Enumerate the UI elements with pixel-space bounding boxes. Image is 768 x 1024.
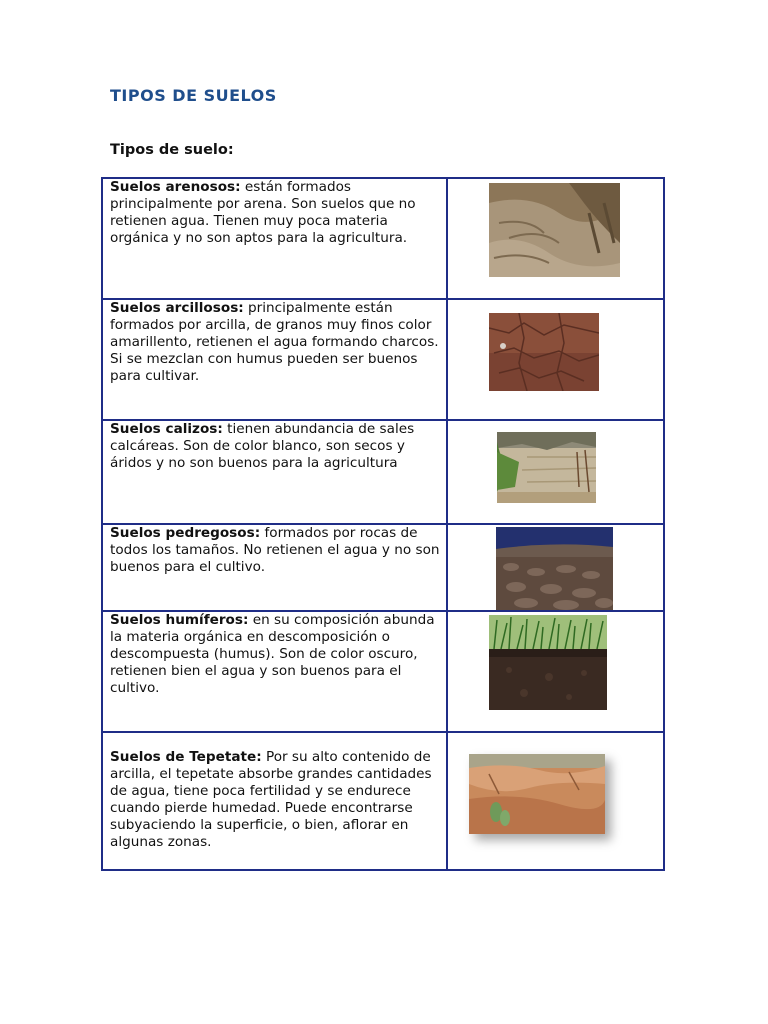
row-description	[103, 179, 446, 247]
soil-types-table	[101, 177, 665, 871]
soil-text: están formados principalmente por arena. Son suelos que no retienen agua. Tienen muy poca materia orgánica y no son aptos para la agricultura.	[110, 179, 416, 246]
soil-term: Suelos calizos:	[110, 421, 223, 437]
table-row	[102, 732, 664, 870]
table-row	[102, 611, 664, 732]
page-title: TIPOS DE SUELOS	[110, 86, 277, 105]
clay-soil-photo	[489, 313, 599, 391]
row-description	[103, 300, 446, 385]
table-row	[102, 420, 664, 524]
soil-term: Suelos arenosos:	[110, 179, 241, 195]
table-row	[102, 524, 664, 611]
soil-text: en su composición abunda la materia orgánica en descomposición o descompuesta (humus). Son de color oscuro, retienen bien el agua y son buenos para el cultivo.	[110, 612, 435, 696]
stony-soil-photo	[496, 527, 613, 610]
section-subtitle: Tipos de suelo:	[110, 142, 234, 158]
row-description	[103, 612, 446, 697]
table-row	[102, 299, 664, 420]
row-description	[103, 421, 446, 472]
soil-term: Suelos pedregosos:	[110, 525, 261, 541]
sandy-soil-photo	[489, 183, 620, 277]
humus-soil-photo	[489, 615, 607, 710]
limestone-soil-photo	[497, 432, 596, 503]
soil-term: Suelos humíferos:	[110, 612, 249, 628]
soil-text: Por su alto contenido de arcilla, el tepetate absorbe grandes cantidades de agua, tiene poca fertilidad y se endurece cuando pierde humedad. Puede encontrarse subyaciendo la superficie, o bien, aflorar en algunas zonas.	[110, 749, 432, 850]
row-description	[103, 733, 446, 851]
table-row	[102, 178, 664, 299]
soil-term: Suelos de Tepetate:	[110, 749, 262, 765]
soil-text: formados por rocas de todos los tamaños. No retienen el agua y no son buenos para el cultivo.	[110, 525, 440, 575]
tepetate-soil-photo	[469, 754, 605, 834]
soil-text: tienen abundancia de sales calcáreas. Son de color blanco, son secos y áridos y no son buenos para la agricultura	[110, 421, 415, 471]
soil-text: principalmente están formados por arcilla, de granos muy finos color amarillento, retienen el agua formando charcos. Si se mezclan con humus pueden ser buenos para cultivar.	[110, 300, 439, 384]
row-description	[103, 525, 446, 576]
soil-term: Suelos arcillosos:	[110, 300, 244, 316]
